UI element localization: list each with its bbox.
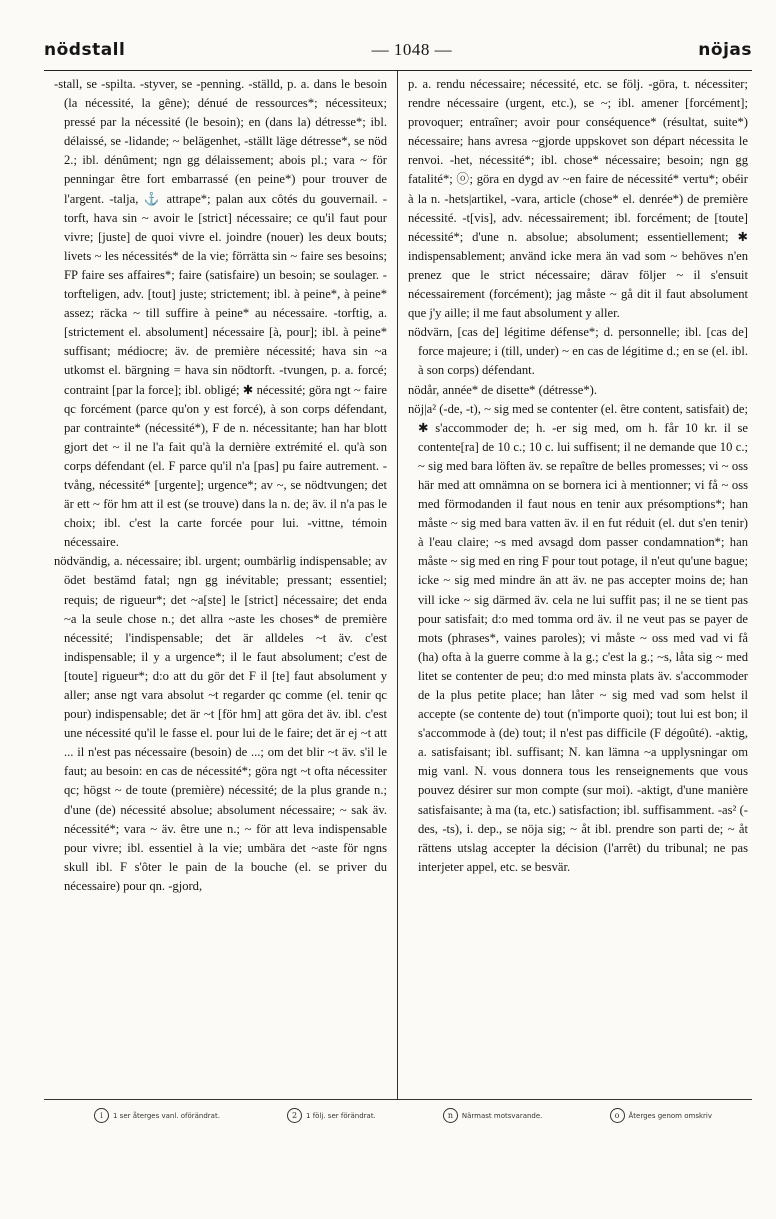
- legend-text: 1 följ. ser förändrat.: [306, 1111, 376, 1120]
- entry-nodar: nödår, année* de disette* (détresse*).: [408, 382, 598, 397]
- legend-text: 1 ser återges vanl. oförändrat.: [113, 1111, 220, 1120]
- text-columns: [44, 71, 752, 1099]
- entry-noja: nöj|a² (-de, -t), ~ sig med se contenter (el. être content, satisfait) de; ✱ s'accommoder de; h. -er sig med, om h. får 10 kr. il se contente[ra] de 10 c.; 10 c. lui suffisent; il ne demande que 10 c.; ~ sig med bara löften äv. se repaître de belles promesses; vi ~ oss här med att omnämna on se bornera ici à mentionner; vi få ~ oss med förmodanden il faut nous en tenir aux présomptions*; han måste ~ sig med bara vatten äv. il en fut réduit (el. dut s'en tenir) à l'eau claire; ~s med avsagd dom passer condamnation*; han måste ~ sig med en ring F pour tout potage, il n'eut qu'une bague; icke ~ sig med mindre än att äv. ne pas accepter moins de; han vill icke ~ sig därmed äv. cela ne lui suffit pas; il ne se tient pas pour satisfait; d:o med tomma ord äv. il ne veut pas se payer de mots (phrases*, vaines paroles); vi måste ~ oss med vad vi få (ha) ofta à la guerre comme à la g.; c'est la g.; ~s, låta sig ~ med litet se contenter de peu; d:o med minsta plats äv. s'accommoder de la plus petite place; han låter ~ sig med vad som helst il accepte (se contente de) tout (n'importe quoi); tout lui est bon; il s'accommode à (de) tout; il n'est pas difficile (F dégoûté). -aktig, a. satisfaisant; ibl. suffisant; N. kan lämna ~a upplysningar om mig vanl. N. vous donnera tous les renseignements que vous pouvez désirer sur mon compte (sur moi). -aktigt, d'une manière satisfaisante; à ma (ta, etc.) satisfaction; ibl. suffisamment. -as² (-des, -ts), i. dep., se nöja sig; ~ åt ibl. prendre son parti de; ~ åt rättens utslag accepter la décision (l'arrêt) du tribunal; ne pas interjeter appel, etc. se besvär.: [408, 401, 748, 874]
- footer-legend: [44, 1108, 752, 1123]
- legend-text: Återges genom omskriv: [628, 1111, 712, 1120]
- header-left-word: nödstall: [44, 40, 126, 60]
- legend-item: [287, 1108, 376, 1123]
- legend-item: [443, 1108, 543, 1123]
- circled-i-icon: i: [94, 1108, 109, 1123]
- entry-nodvarn: nödvärn, [cas de] légitime défense*; d. personnelle; ibl. [cas de] force majeure; i (till, under) ~ en cas de légitime d.; en se (el. ibl. à son corps) défendant.: [408, 325, 748, 378]
- circled-o-icon: o: [610, 1108, 625, 1123]
- legend-item: [94, 1108, 220, 1123]
- circled-2-icon: 2: [287, 1108, 302, 1123]
- page-number: — 1048 —: [371, 40, 453, 59]
- legend-text: Närmast motsvarande.: [461, 1111, 543, 1120]
- legend-item: [610, 1108, 713, 1123]
- circled-n-icon: n: [443, 1108, 458, 1123]
- page-header: [44, 40, 752, 66]
- right-column: [398, 71, 752, 1099]
- left-column: [44, 71, 398, 1099]
- footer-rule: [44, 1099, 752, 1100]
- entry-nodvandig: nödvändig, a. nécessaire; ibl. urgent; oumbärlig indispensable; av ödet bestämd fatal; ngn gg inévitable; pressant; essentiel; requis; de rigueur*; det ~a[ste] le [strict] nécessaire; det enda ~a la seule chose n.; det allra ~aste les choses* de première nécessité; l'indispensable; det är alldeles ~t äv. c'est indispensable; il y a urgence*; il le faut absolument; c'est de [toute] rigueur*; d:o att du gör det F il [te] faut absolument y aller; anse ngt vara absolut ~t regarder qc comme (el. tenir qc pour) indispensable; det är ~t [för hm] att göra det äv. ibl. c'est une nécessité qu'il le fasse el. pour lui de le faire; det är ej ~t att ... il n'est pas nécessaire (besoin) de ...; om det blir ~t äv. s'il le faut; au besoin: en cas de nécessité*; göra ngt ~t ofta nécessiter qc; högst ~ de toute (première) nécessité; de la plus grande n.; d'une (de) nécessité absolue; absolument nécessaire; ~ sak äv. nécessité*; vara ~ äv. être une n.; ~ för att leva indispensable pour vivre; ibl. essentiel à la vie; umbära det ~aste för ngns skull ibl. F s'ôter le pain de la bouche (el. se priver du nécessaire) pour qn. -gjord,: [54, 554, 387, 893]
- entry-nodvandig-cont: p. a. rendu nécessaire; nécessité, etc. se följ. -göra, t. nécessiter; rendre nécessaire (urgent, etc.), se ~; ibl. amener [forcément]; provoquer; entraîner; avoir pour conséquence* (résultat, suite*) nécessaire; hans avresa ~gjorde uppskovet son départ nécessita le renvoi. -het, nécessité*; ibl. chose* nécessaire; besoin; ngn gg fatalité*; ⓞ; göra en dygd av ~en faire de nécessité* vertu*; obéir à la n. -hets|artikel, -vara, article (chose* el. denrée*) de première nécessité. -t[vis], adv. nécessairement; ibl. forcément; de [toute] nécessité*; d'une n. absolue; absolument; essentiellement; ✱ indispensablement; använd icke mera än vad som ~ behöves n'en prenez que le strict nécessaire; därav följer ~ il s'ensuit nécessairement (forcément); jag måste ~ gå dit il faut absolument que j'y aille; il me faut absolument y aller.: [408, 77, 748, 321]
- header-right-word: nöjas: [698, 40, 752, 60]
- entry-nodstall: -stall, se -spilta. -styver, se -penning. -ställd, p. a. dans le besoin (la nécessité, la gêne); dénué de ressources*; nécessiteux; pressé par la nécessité (le besoin); en (dans la) détresse*; ibl. délaissé, se -lidande; ~ belägenhet, -ställt läge détresse*, se nöd 2.; ibl. dénûment; ngn gg délaissement; abois pl.; vara ~ för penningar être fort embarrassé (en peine*) pour trouver de l'argent. -talja, ⚓ attrape*; palan aux côtés du gouvernail. -torft, hava sin ~ avoir le [strict] nécessaire; ce qu'il faut pour vivre; [juste] de quoi vivre el. joindre (nouer) les deux bouts; livets ~ les nécessités* de la vie; förrätta sin ~ faire ses besoins; FP faire ses affaires*; faire (satisfaire) un besoin; se soulager. -torfteligen, adv. [tout] juste; strictement; ibl. à peine*, à peine* assez; räcka ~ till suffire à peine* au nécessaire. -torftig, a. [strictement el. absolument] nécessaire [à, pour]; ibl. à peine* suffisant; médiocre; äv. de première nécessité; hava sin ~a utkomst el. bärgning = hava sin nödtorft. -tvungen, p. a. forcé; contraint [par la force]; ibl. obligé; ✱ nécessité; göra ngt ~ faire qc forcément (parce qu'on y est forcé), à son corps défendant, par contrainte* (nécessité*), F de n. nécessitante; han har blott gjort det ~ il ne l'a fait qu'à la dernière extrémité el. qu'à son corps défendant (el. F parce qu'il n'a [pas] pu faire autrement. -tvång, nécessité* [urgente]; urgence*; av ~, se nödtvungen; det är ett ~ för hm att il est (se trouve) dans la n. de; äv. il n'a pas le choix; ibl. c'est la carte forcée pour lui. -vittne, témoin nécessaire.: [54, 77, 387, 550]
